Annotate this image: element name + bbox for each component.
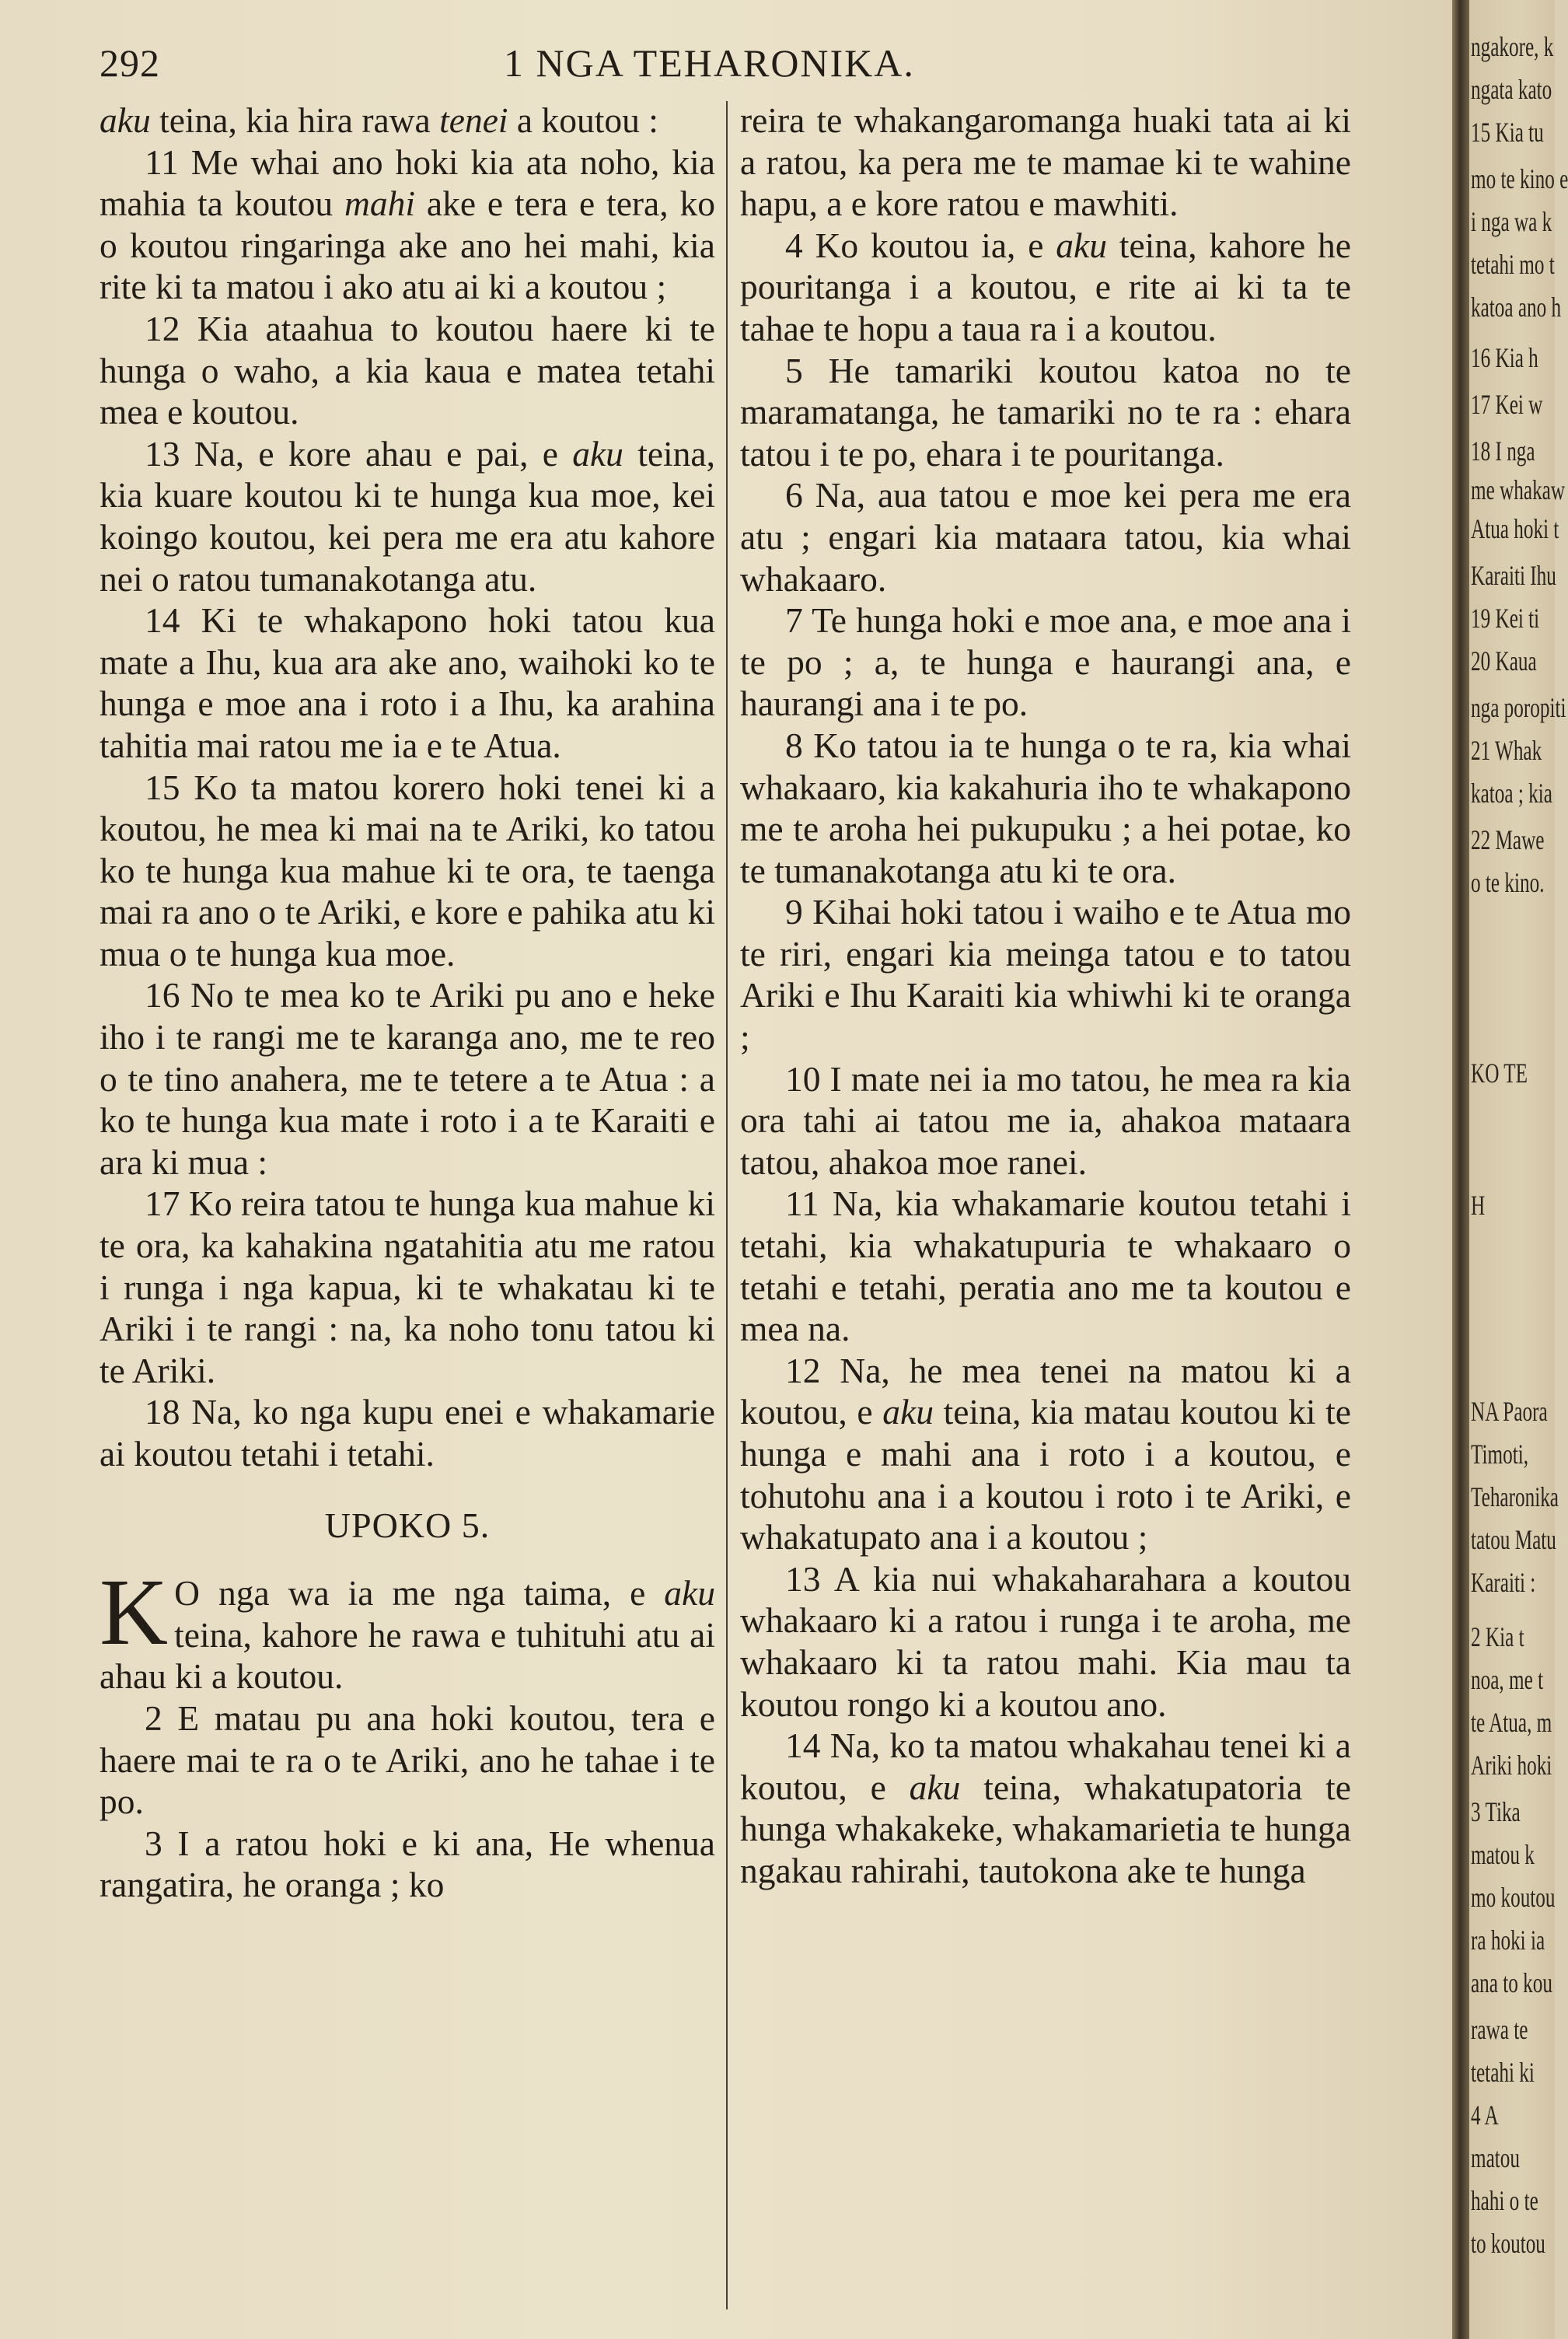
facing-page-line: 20 Kaua bbox=[1471, 645, 1537, 677]
verse-text: 12 Na, he mea tenei na matou ki a koutou, e bbox=[740, 1350, 1351, 1432]
verse-7: 7 Te hunga hoki e moe ana, e moe ana i te po ; a, te hunga e haurangi ana, e haurangi ana i te po. bbox=[740, 600, 1351, 724]
facing-page-line: o te kino. bbox=[1471, 867, 1545, 898]
running-head bbox=[100, 40, 1359, 95]
facing-page-line: KO TE bbox=[1471, 1058, 1528, 1089]
verse-8: 8 Ko tatou ia te hunga o te ra, kia whai whakaaro, kia kakahuria iho te whakapono me te aroha hei pukupuku ; a hei potae, ko te tumanakotanga atu ki te ora. bbox=[740, 725, 1351, 890]
facing-page-line: ngata kato bbox=[1471, 74, 1552, 105]
facing-page-line: tetahi ki bbox=[1471, 2057, 1535, 2088]
verse-4 bbox=[740, 225, 1351, 350]
verse-15: 15 Ko ta matou korero hoki tenei ki a koutou, he mea ki mai na te Ariki, ko tatou ko te hunga kua mahue ki te ora, te taenga mai ra ano o te Ariki, e kore e pahika atu ki mua o te hunga kua moe. bbox=[100, 767, 715, 974]
book-gutter bbox=[1452, 0, 1469, 2339]
facing-page-line: 4 A bbox=[1471, 2100, 1499, 2131]
verse-14 bbox=[740, 1725, 1351, 1891]
page-number: 292 bbox=[100, 41, 160, 85]
chapter-heading: UPOKO 5. bbox=[324, 1505, 491, 1545]
facing-page-line: 17 Kei w bbox=[1471, 389, 1543, 420]
verse-text: teina, kia hira rawa bbox=[150, 100, 440, 140]
facing-page-line: mo koutou bbox=[1471, 1882, 1556, 1913]
verse-text: 11 Me whai ano hoki kia ata noho, kia mahia ta koutou bbox=[100, 142, 715, 224]
drop-cap: K bbox=[100, 1560, 169, 1666]
chapter-5-verse-1 bbox=[100, 1560, 715, 1697]
facing-page-line: Ariki hoki bbox=[1471, 1750, 1552, 1781]
facing-page-line: matou bbox=[1471, 2142, 1520, 2173]
facing-page-line: rawa te bbox=[1471, 2014, 1528, 2045]
chapter-5-verse-3: 3 I a ratou hoki e ki ana, He whenua rangatira, he oranga ; ko bbox=[100, 1823, 715, 1905]
book-title: 1 NGA TEHARONIKA. bbox=[504, 41, 915, 85]
verse-continuation: reira te whakangaromanga huaki tata ai ki a ratou, ka pera me te mamae ki te wahine hapu, a e kore ratou e mawhiti. bbox=[740, 100, 1351, 224]
facing-page-line: ra hoki ia bbox=[1471, 1925, 1545, 1956]
facing-page-line: Karaiti : bbox=[1471, 1567, 1536, 1598]
verse-text: 4 Ko koutou ia, e bbox=[785, 225, 1056, 265]
facing-page-line: Timoti, bbox=[1471, 1439, 1529, 1470]
verse-text: teina, kahore he pouritanga i a koutou, e rite ai ki ta te tahae te hopu a taua ra i a koutou. bbox=[740, 225, 1351, 348]
facing-page-line: te Atua, m bbox=[1471, 1707, 1552, 1738]
verse-text: O nga wa ia me nga taima, e bbox=[174, 1573, 665, 1614]
verse-text: teina, whakatupatoria te hunga whakakeke, whakamarietia te hunga ngakau rahirahi, tautokona ake te hunga bbox=[740, 1767, 1351, 1890]
verse-17: 17 Ko reira tatou te hunga kua mahue ki te ora, ka kahakina ngatahitia atu me ratou i runga i nga kapua, ki te whakatau ki te Ariki i te rangi : na, ka noho tonu tatou ki te Ariki. bbox=[100, 1183, 715, 1390]
verse-10: 10 I mate nei ia mo tatou, he mea ra kia ora tahi ai tatou me ia, ahakoa mataara tatou, ahakoa moe ranei. bbox=[740, 1058, 1351, 1182]
facing-page-line: tetahi mo t bbox=[1471, 249, 1555, 280]
facing-page-line: me whakaw bbox=[1471, 474, 1566, 505]
italic-word: aku bbox=[100, 100, 151, 140]
verse-text: ake e tera e tera, ko o koutou ringaringa ake ano hei mahi, kia rite ki ta matou i ako atu ai ki a koutou ; bbox=[100, 184, 715, 307]
verse-13 bbox=[100, 433, 715, 600]
facing-page-line: noa, me t bbox=[1471, 1664, 1544, 1695]
right-column bbox=[740, 100, 1351, 1892]
italic-word: mahi bbox=[344, 184, 416, 224]
verse-5: 5 He tamariki koutou katoa no te maramatanga, he tamariki no te ra : ehara tatou i te po, ehara i te pouritanga. bbox=[740, 350, 1351, 474]
verse-text: teina, kia kuare koutou ki te hunga kua moe, kei koingo koutou, kei pera me era atu kahore nei o ratou tumanakotanga atu. bbox=[100, 433, 715, 599]
facing-page-line: hahi o te bbox=[1471, 2185, 1538, 2216]
facing-page-line: 21 Whak bbox=[1471, 735, 1542, 766]
verse-text: 13 Na, e kore ahau e pai, e bbox=[145, 433, 573, 474]
verse-9: 9 Kihai hoki tatou i waiho e te Atua mo te riri, engari kia meinga tatou e to tatou Ariki e Ihu Karaiti kia whiwhi ki te oranga ; bbox=[740, 892, 1351, 1058]
verse-13: 13 A kia nui whakaharahara a koutou whakaaro ki a ratou i runga i te aroha, me whakaaro ki ta ratou mahi. Kia mau ta koutou rongo ki a koutou ano. bbox=[740, 1558, 1351, 1724]
verse-18: 18 Na, ko nga kupu enei e whakamarie ai koutou tetahi i tetahi. bbox=[100, 1392, 715, 1474]
facing-page-line: tatou Matu bbox=[1471, 1524, 1556, 1555]
verse-text: teina, kia matau koutou ki te hunga e mahi ana i roto i a koutou, e tohutohu ana i a koutou i roto i te Ariki, e whakatupato ana i a koutou ; bbox=[740, 1392, 1351, 1558]
verse-text: teina, kahore he rawa e tuhituhi atu ai ahau ki a koutou. bbox=[100, 1614, 715, 1697]
facing-page-line: matou k bbox=[1471, 1839, 1535, 1870]
verse-6: 6 Na, aua tatou e moe kei pera me era atu ; engari kia mataara tatou, kia whai whakaaro. bbox=[740, 475, 1351, 599]
verse-11 bbox=[100, 142, 715, 308]
facing-page-line: Teharonika bbox=[1471, 1481, 1559, 1512]
facing-page-line: 19 Kei ti bbox=[1471, 603, 1540, 634]
verse-12: 12 Kia ataahua to koutou haere ki te hunga o waho, a kia kaua e matea tetahi mea e koutou. bbox=[100, 308, 715, 432]
column-divider bbox=[726, 101, 728, 2309]
facing-page-line: 2 Kia t bbox=[1471, 1621, 1524, 1652]
facing-page-line: 15 Kia tu bbox=[1471, 117, 1544, 148]
verse-14: 14 Ki te whakapono hoki tatou kua mate a Ihu, kua ara ake ano, waihoki ko te hunga e moe ana i roto i a Ihu, ka arahina tahitia mai ratou me ia e te Atua. bbox=[100, 600, 715, 765]
italic-word: aku bbox=[572, 433, 623, 474]
facing-page-line: Atua hoki t bbox=[1471, 513, 1559, 544]
italic-word: tenei bbox=[439, 100, 508, 140]
italic-word: aku bbox=[909, 1767, 961, 1807]
italic-word: aku bbox=[1056, 225, 1107, 265]
left-column bbox=[100, 100, 715, 1906]
facing-page-line: NA Paora bbox=[1471, 1396, 1548, 1427]
facing-page-line: H bbox=[1471, 1190, 1486, 1221]
facing-page-line: 22 Mawe bbox=[1471, 824, 1545, 855]
facing-page-line: nga poropiti bbox=[1471, 692, 1566, 723]
facing-page-line: katoa ; kia bbox=[1471, 778, 1552, 809]
facing-page-line: Karaiti Ihu bbox=[1471, 560, 1556, 591]
verse-text: a koutou : bbox=[508, 100, 658, 140]
verse-16: 16 No te mea ko te Ariki pu ano e heke iho i te rangi me te karanga ano, me te reo o te tino anahera, me te tetere a te Atua : a ko te hunga kua mate i roto i a te Karaiti e ara ki mua : bbox=[100, 975, 715, 1182]
facing-page-line: i nga wa k bbox=[1471, 206, 1552, 237]
verse-continuation bbox=[100, 100, 715, 142]
verse-text: 14 Na, ko ta matou whakahau tenei ki a koutou, e bbox=[740, 1725, 1351, 1807]
facing-page-line: 16 Kia h bbox=[1471, 342, 1538, 373]
facing-page-line: ngakore, k bbox=[1471, 31, 1554, 62]
facing-page-line: 18 I nga bbox=[1471, 435, 1535, 467]
verse-12 bbox=[740, 1350, 1351, 1558]
facing-page-line: katoa ano h bbox=[1471, 292, 1562, 323]
italic-word: aku bbox=[882, 1392, 934, 1432]
chapter-5-verse-2: 2 E matau pu ana hoki koutou, tera e haere mai te ra o te Ariki, ano he tahae i te po. bbox=[100, 1697, 715, 1822]
facing-page-line: mo te kino e bbox=[1471, 163, 1568, 194]
facing-page-line: ana to kou bbox=[1471, 1967, 1552, 1998]
verse-11: 11 Na, kia whakamarie koutou tetahi i tetahi, kia whakatupuria te whakaaro o tetahi e tetahi, peratia ano me ta koutou e mea na. bbox=[740, 1183, 1351, 1349]
facing-page-line: to koutou bbox=[1471, 2228, 1545, 2259]
facing-page-line: 3 Tika bbox=[1471, 1796, 1521, 1827]
italic-word: aku bbox=[664, 1573, 715, 1614]
